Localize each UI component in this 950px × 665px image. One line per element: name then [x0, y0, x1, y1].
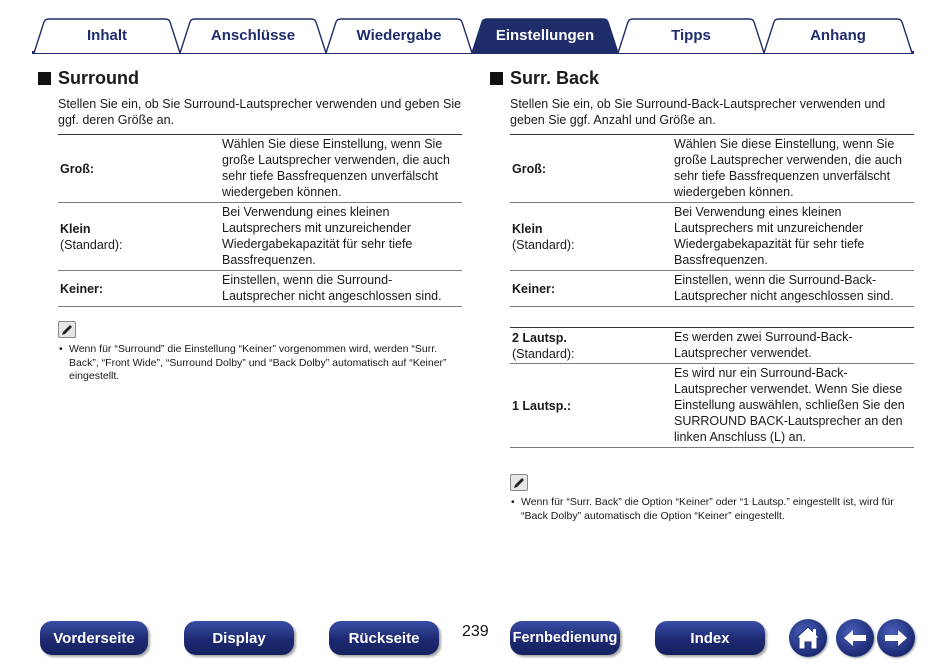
pencil-note-icon — [58, 321, 76, 338]
vorderseite-button[interactable]: Vorderseite — [40, 621, 148, 655]
setting-description: Bei Verwendung eines kleinen Lautsprechers mit unzureichender Wiedergabekapazität für sehr tiefe Bassfrequenzen. — [674, 205, 865, 267]
back-arrow-icon — [842, 628, 868, 648]
setting-key-label: Keiner: — [512, 281, 556, 296]
section-title-surr-back — [490, 66, 914, 90]
setting-key — [510, 203, 672, 271]
table-row — [510, 271, 914, 307]
tab-inhalt[interactable] — [32, 18, 182, 52]
note-box — [510, 474, 914, 523]
surround-settings-table — [58, 134, 462, 307]
table-row — [510, 328, 914, 364]
display-button[interactable]: Display — [184, 621, 294, 655]
section-intro: Stellen Sie ein, ob Sie Surround-Lautsprecher verwenden und geben Sie ggf. deren Größe an. — [58, 97, 462, 127]
setting-key — [510, 364, 672, 448]
tab-label: Tipps — [671, 26, 711, 44]
setting-description: Es wird nur ein Surround-Back-Lautsprecher verwendet. Wenn Sie diese Einstellung auswählen, schließen Sie den SURROUND BACK-Lautsprecher an den linken Anschluss (L) an. — [674, 366, 905, 444]
surround-section — [58, 66, 462, 384]
tab-tipps[interactable] — [616, 18, 766, 52]
tab-label: Einstellungen — [495, 26, 595, 44]
note-text: • Wenn für “Surr. Back” die Option “Keiner” oder “1 Lautsp.” eingestellt ist, wird für “Back Dolby” automatisch die Option “Keiner” eingestellt. — [510, 496, 914, 523]
pencil-note-icon — [510, 474, 528, 491]
tab-einstellungen[interactable] — [470, 18, 620, 52]
page-number: 239 — [462, 623, 489, 640]
setting-key-label: Klein — [60, 221, 91, 236]
home-button[interactable] — [789, 619, 827, 657]
table-row — [58, 271, 462, 307]
index-button[interactable]: Index — [655, 621, 765, 655]
fernbedienung-button[interactable]: Fernbedienung — [510, 621, 620, 655]
rueckseite-button[interactable]: Rückseite — [329, 621, 439, 655]
table-row — [510, 203, 914, 271]
back-button[interactable] — [836, 619, 874, 657]
setting-key — [510, 271, 672, 307]
section-title-surround — [38, 66, 462, 90]
setting-description: Einstellen, wenn die Surround-Lautsprecher nicht angeschlossen sind. — [222, 273, 442, 303]
tab-label: Inhalt — [87, 26, 127, 44]
setting-key — [510, 328, 672, 364]
tab-label: Anschlüsse — [210, 26, 296, 44]
note-text: • Wenn für “Surround” die Einstellung “Keiner” vorgenommen wird, werden “Surr. Back”, “Front Wide”, “Surround Dolby” und “Back Dolby” automatisch auf “Keiner” eingestellt. — [58, 343, 462, 384]
top-tab-bar — [32, 18, 914, 54]
setting-key-label: 2 Lautsp. — [512, 330, 567, 345]
table-row — [58, 203, 462, 271]
setting-description: Es werden zwei Surround-Back-Lautsprecher verwendet. — [674, 330, 853, 360]
surr-back-section — [510, 66, 914, 523]
square-bullet-icon — [490, 72, 503, 85]
setting-key-label: Klein — [512, 221, 543, 236]
forward-arrow-icon — [883, 628, 909, 648]
square-bullet-icon — [38, 72, 51, 85]
setting-key — [510, 135, 672, 203]
table-row — [510, 364, 914, 448]
tab-anschluesse[interactable] — [178, 18, 328, 52]
setting-key-sub: (Standard): — [512, 237, 575, 252]
forward-button[interactable] — [877, 619, 915, 657]
setting-description: Bei Verwendung eines kleinen Lautsprechers mit unzureichender Wiedergabekapazität für sehr tiefe Bassfrequenzen. — [222, 205, 413, 267]
tab-label: Anhang — [810, 26, 866, 44]
setting-description: Wählen Sie diese Einstellung, wenn Sie große Lautsprecher verwenden, die auch sehr tiefe Bassfrequenzen unverfälscht wiedergeben können. — [674, 137, 902, 199]
setting-key — [58, 271, 220, 307]
setting-key-label: Keiner: — [60, 281, 104, 296]
home-icon — [794, 625, 822, 651]
surr-back-settings-table — [510, 134, 914, 307]
section-intro: Stellen Sie ein, ob Sie Surround-Back-Lautsprecher verwenden und geben Sie ggf. Anzahl und Größe an. — [510, 97, 886, 127]
setting-key-sub: (Standard): — [512, 346, 575, 361]
section-title-text: Surr. Back — [510, 67, 600, 88]
table-row — [510, 135, 914, 203]
setting-description: Einstellen, wenn die Surround-Back-Lautsprecher nicht angeschlossen sind. — [674, 273, 894, 303]
setting-key-label: Groß: — [60, 161, 95, 176]
section-title-text: Surround — [58, 67, 139, 88]
surr-back-count-table — [510, 327, 914, 448]
setting-key — [58, 135, 220, 203]
setting-key — [58, 203, 220, 271]
table-row — [58, 135, 462, 203]
setting-description: Wählen Sie diese Einstellung, wenn Sie große Lautsprecher verwenden, die auch sehr tiefe Bassfrequenzen unverfälscht wiedergeben können. — [222, 137, 450, 199]
setting-key-label: Groß: — [512, 161, 547, 176]
setting-key-label: 1 Lautsp.: — [512, 398, 572, 413]
tab-label: Wiedergabe — [356, 26, 442, 44]
setting-key-sub: (Standard): — [60, 237, 123, 252]
tab-wiedergabe[interactable] — [324, 18, 474, 52]
note-box — [58, 321, 462, 384]
tab-anhang[interactable] — [762, 18, 914, 52]
